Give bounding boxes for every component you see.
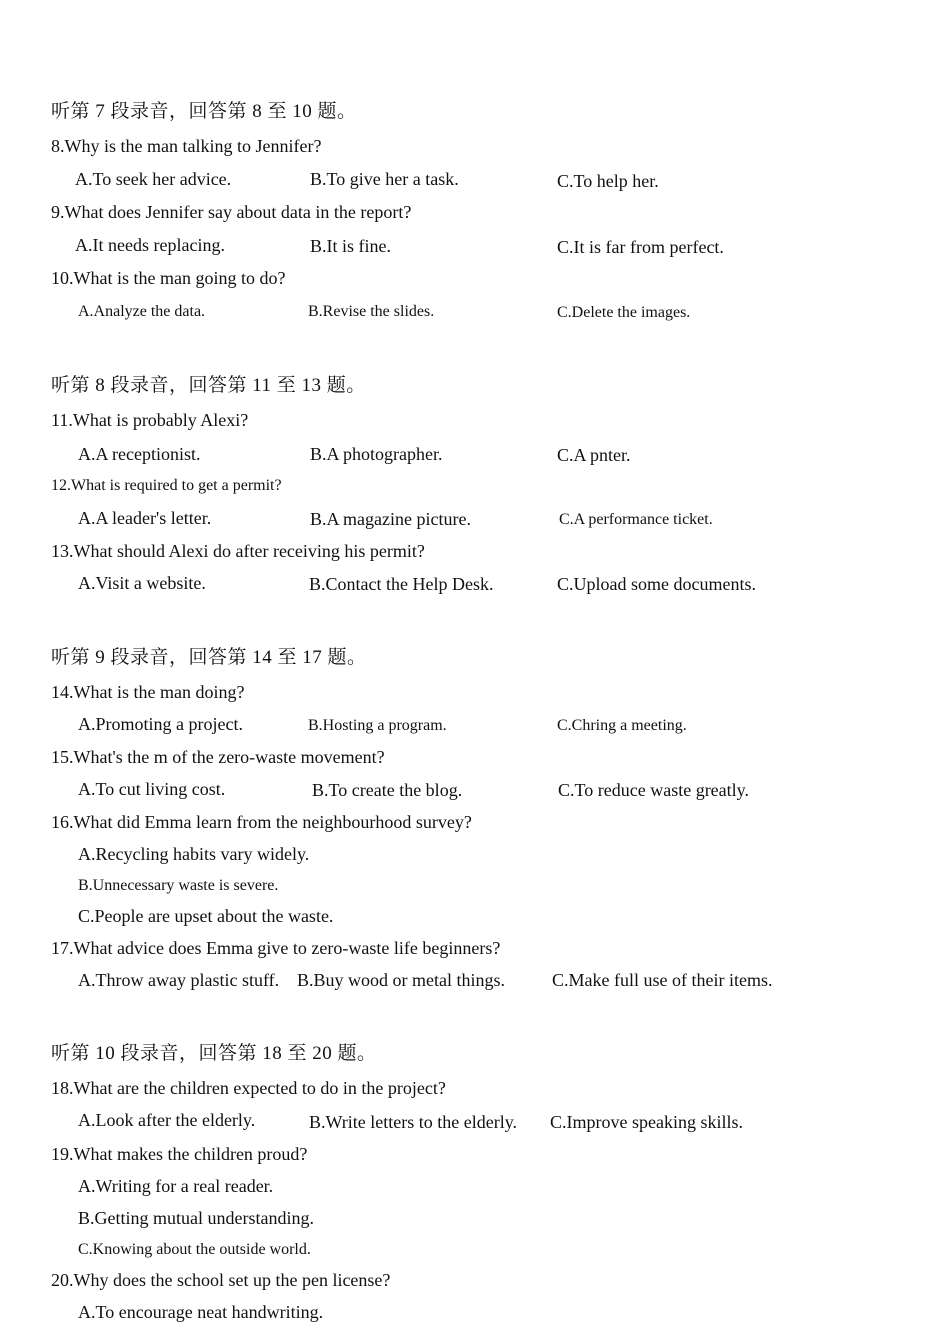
option-c: C.A performance ticket. — [559, 511, 713, 528]
option-c: C.A pnter. — [557, 445, 631, 465]
question-stem: 15.What's the m of the zero-waste movement? — [51, 747, 385, 767]
section-heading: 听第 9 段录音，回答第 14 至 17 题。 — [51, 647, 367, 668]
option-a: A.A leader's letter. — [78, 508, 212, 528]
question-stem: 12.What is required to get a permit? — [51, 477, 282, 494]
option-a: A.A receptionist. — [78, 444, 201, 464]
option-c: C.Chring a meeting. — [557, 717, 687, 734]
option-a: A.Visit a website. — [78, 573, 206, 593]
section-heading: 听第 7 段录音，回答第 8 至 10 题。 — [51, 101, 357, 122]
option-b: B.Getting mutual understanding. — [78, 1208, 314, 1228]
question-stem: 19.What makes the children proud? — [51, 1144, 308, 1164]
option-b: B.Hosting a program. — [308, 717, 447, 734]
option-a: A.Analyze the data. — [78, 303, 206, 320]
option-c: C.People are upset about the waste. — [78, 906, 334, 926]
section-heading: 听第 10 段录音，回答第 18 至 20 题。 — [51, 1043, 377, 1064]
question-stem: 11.What is probably Alexi? — [51, 410, 249, 430]
option-b: B.Buy wood or metal things. — [297, 970, 505, 990]
option-a: A.Writing for a real reader. — [78, 1176, 274, 1196]
option-a: A.It needs replacing. — [75, 235, 225, 255]
option-b: B.To give her a task. — [310, 169, 459, 189]
option-a: A.To seek her advice. — [75, 169, 232, 189]
question-stem: 14.What is the man doing? — [51, 682, 245, 702]
question-stem: 13.What should Alexi do after receiving his permit? — [51, 541, 425, 561]
option-a: A.Promoting a project. — [78, 714, 243, 734]
option-c: C.Upload some documents. — [557, 574, 756, 594]
option-a: A.Throw away plastic stuff. — [78, 970, 280, 990]
option-a: A.To cut living cost. — [78, 779, 226, 799]
option-c: C.Delete the images. — [557, 304, 691, 321]
option-a: A.Look after the elderly. — [78, 1110, 256, 1130]
option-c: C.Make full use of their items. — [552, 970, 773, 990]
section-heading: 听第 8 段录音，回答第 11 至 13 题。 — [51, 375, 366, 396]
question-stem: 17.What advice does Emma give to zero-waste life beginners? — [51, 938, 501, 958]
question-stem: 8.Why is the man talking to Jennifer? — [51, 136, 322, 156]
option-b: B.Unnecessary waste is severe. — [78, 877, 279, 894]
option-b: B.To create the blog. — [312, 780, 463, 800]
option-b: B.A magazine picture. — [310, 509, 471, 529]
option-b: B.Revise the slides. — [308, 303, 435, 320]
question-stem: 10.What is the man going to do? — [51, 268, 286, 288]
option-b: B.A photographer. — [310, 444, 443, 464]
question-stem: 20.Why does the school set up the pen license? — [51, 1270, 391, 1290]
question-stem: 9.What does Jennifer say about data in the report? — [51, 202, 412, 222]
option-c: C.To help her. — [557, 171, 659, 191]
option-c: C.Improve speaking skills. — [550, 1112, 743, 1132]
option-b: B.It is fine. — [310, 236, 391, 256]
option-c: C.It is far from perfect. — [557, 237, 724, 257]
option-b: B.Write letters to the elderly. — [309, 1112, 518, 1132]
option-a: A.Recycling habits vary widely. — [78, 844, 310, 864]
option-a: A.To encourage neat handwriting. — [78, 1302, 324, 1322]
option-b: B.Contact the Help Desk. — [309, 574, 494, 594]
option-c: C.To reduce waste greatly. — [558, 780, 749, 800]
question-stem: 18.What are the children expected to do in the project? — [51, 1078, 446, 1098]
question-stem: 16.What did Emma learn from the neighbourhood survey? — [51, 812, 472, 832]
option-c: C.Knowing about the outside world. — [78, 1241, 311, 1258]
